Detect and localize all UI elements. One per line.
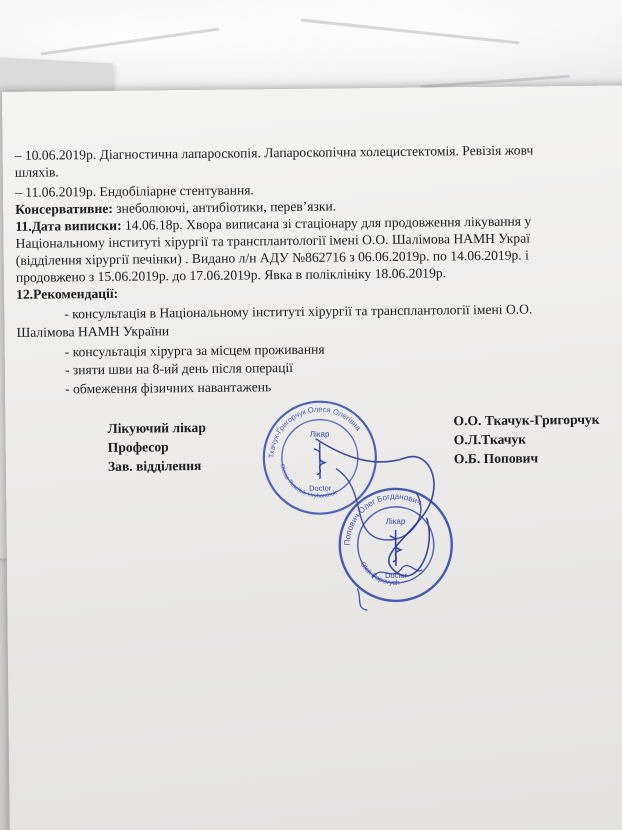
signatory-name-2: О.Л.Ткачук	[453, 431, 527, 448]
signatory-name-1: О.О. Ткачук-Григорчук	[453, 411, 600, 429]
stamp1-center-text: Лікар	[309, 429, 330, 439]
stamp2-ring-text: Попович Олег Богданович	[342, 491, 424, 546]
line-institute: Національному інституті хірургії та трансплантології імені О.О. Шалімова НАМН Украї	[15, 230, 531, 251]
stamp2-bottom-text: Doctor	[384, 570, 408, 581]
recommendation-item-cont: Шалімова НАМН України	[16, 323, 170, 340]
cloth-fold	[300, 19, 519, 45]
signature-flourish	[367, 558, 427, 589]
recommendations-heading: 12.Рекомендації:	[16, 285, 119, 302]
recommendation-item: - обмеження фізичних навантажень	[65, 379, 272, 397]
recommendation-item: - консультація хірурга за місцем проживання	[64, 341, 325, 360]
document-sheet	[2, 85, 622, 830]
caduceus-icon	[314, 443, 325, 479]
conservative-label: Консервативне:	[15, 200, 113, 217]
stamp2-lower-text: Oleh Popovych	[358, 560, 400, 587]
signatory-name-3: О.Б. Попович	[453, 450, 539, 467]
line-procedure-1-cont: шляхів.	[14, 164, 59, 180]
recommendation-item: - зняти шви на 8-ий день після операції	[64, 359, 294, 378]
line-procedure-2: – 11.06.2019р. Ендобіліарне стентування.	[14, 182, 254, 200]
conservative-text: знеболюючі, антибіотики, перев’язки.	[112, 198, 337, 216]
discharge-label: 11.Дата виписки:	[15, 217, 122, 234]
stamp2-center-text: Лікар	[385, 516, 406, 527]
stamp1-lower-text: Olesia Tkachuk-Hryhorchuk	[278, 463, 339, 500]
line-sick-leave: (відділення хірургії печінки) . Видано л/н АДУ №862716 з 06.06.2019р. по 14.06.2019р. і	[15, 247, 529, 268]
discharge-text: 14.06.18р. Хвора виписана зі стаціонару для продовження лікування у	[121, 213, 532, 233]
role-attending-doctor: Лікуючий лікар	[107, 419, 206, 436]
stamp1-ring-text: Ткачук-Григорчук Олеся Олегівна	[266, 404, 363, 459]
line-extension: продовжено з 15.06.2019р. до 17.06.2019р. Явка в поліклініку 18.06.2019р.	[15, 265, 447, 285]
line-procedure-1: – 10.06.2019р. Діагностична лапароскопія. Лапароскопічна холецистектомія. Ревізія жовч	[14, 142, 534, 163]
recommendation-item: - консультація в Національному інституті хірургії та трансплантології імені О.О.	[64, 301, 533, 322]
role-professor: Професор	[107, 439, 169, 455]
cloth-fold	[41, 27, 220, 55]
role-head-of-department: Зав. відділення	[107, 457, 202, 474]
stamp1-bottom-text: Doctor	[309, 483, 332, 493]
